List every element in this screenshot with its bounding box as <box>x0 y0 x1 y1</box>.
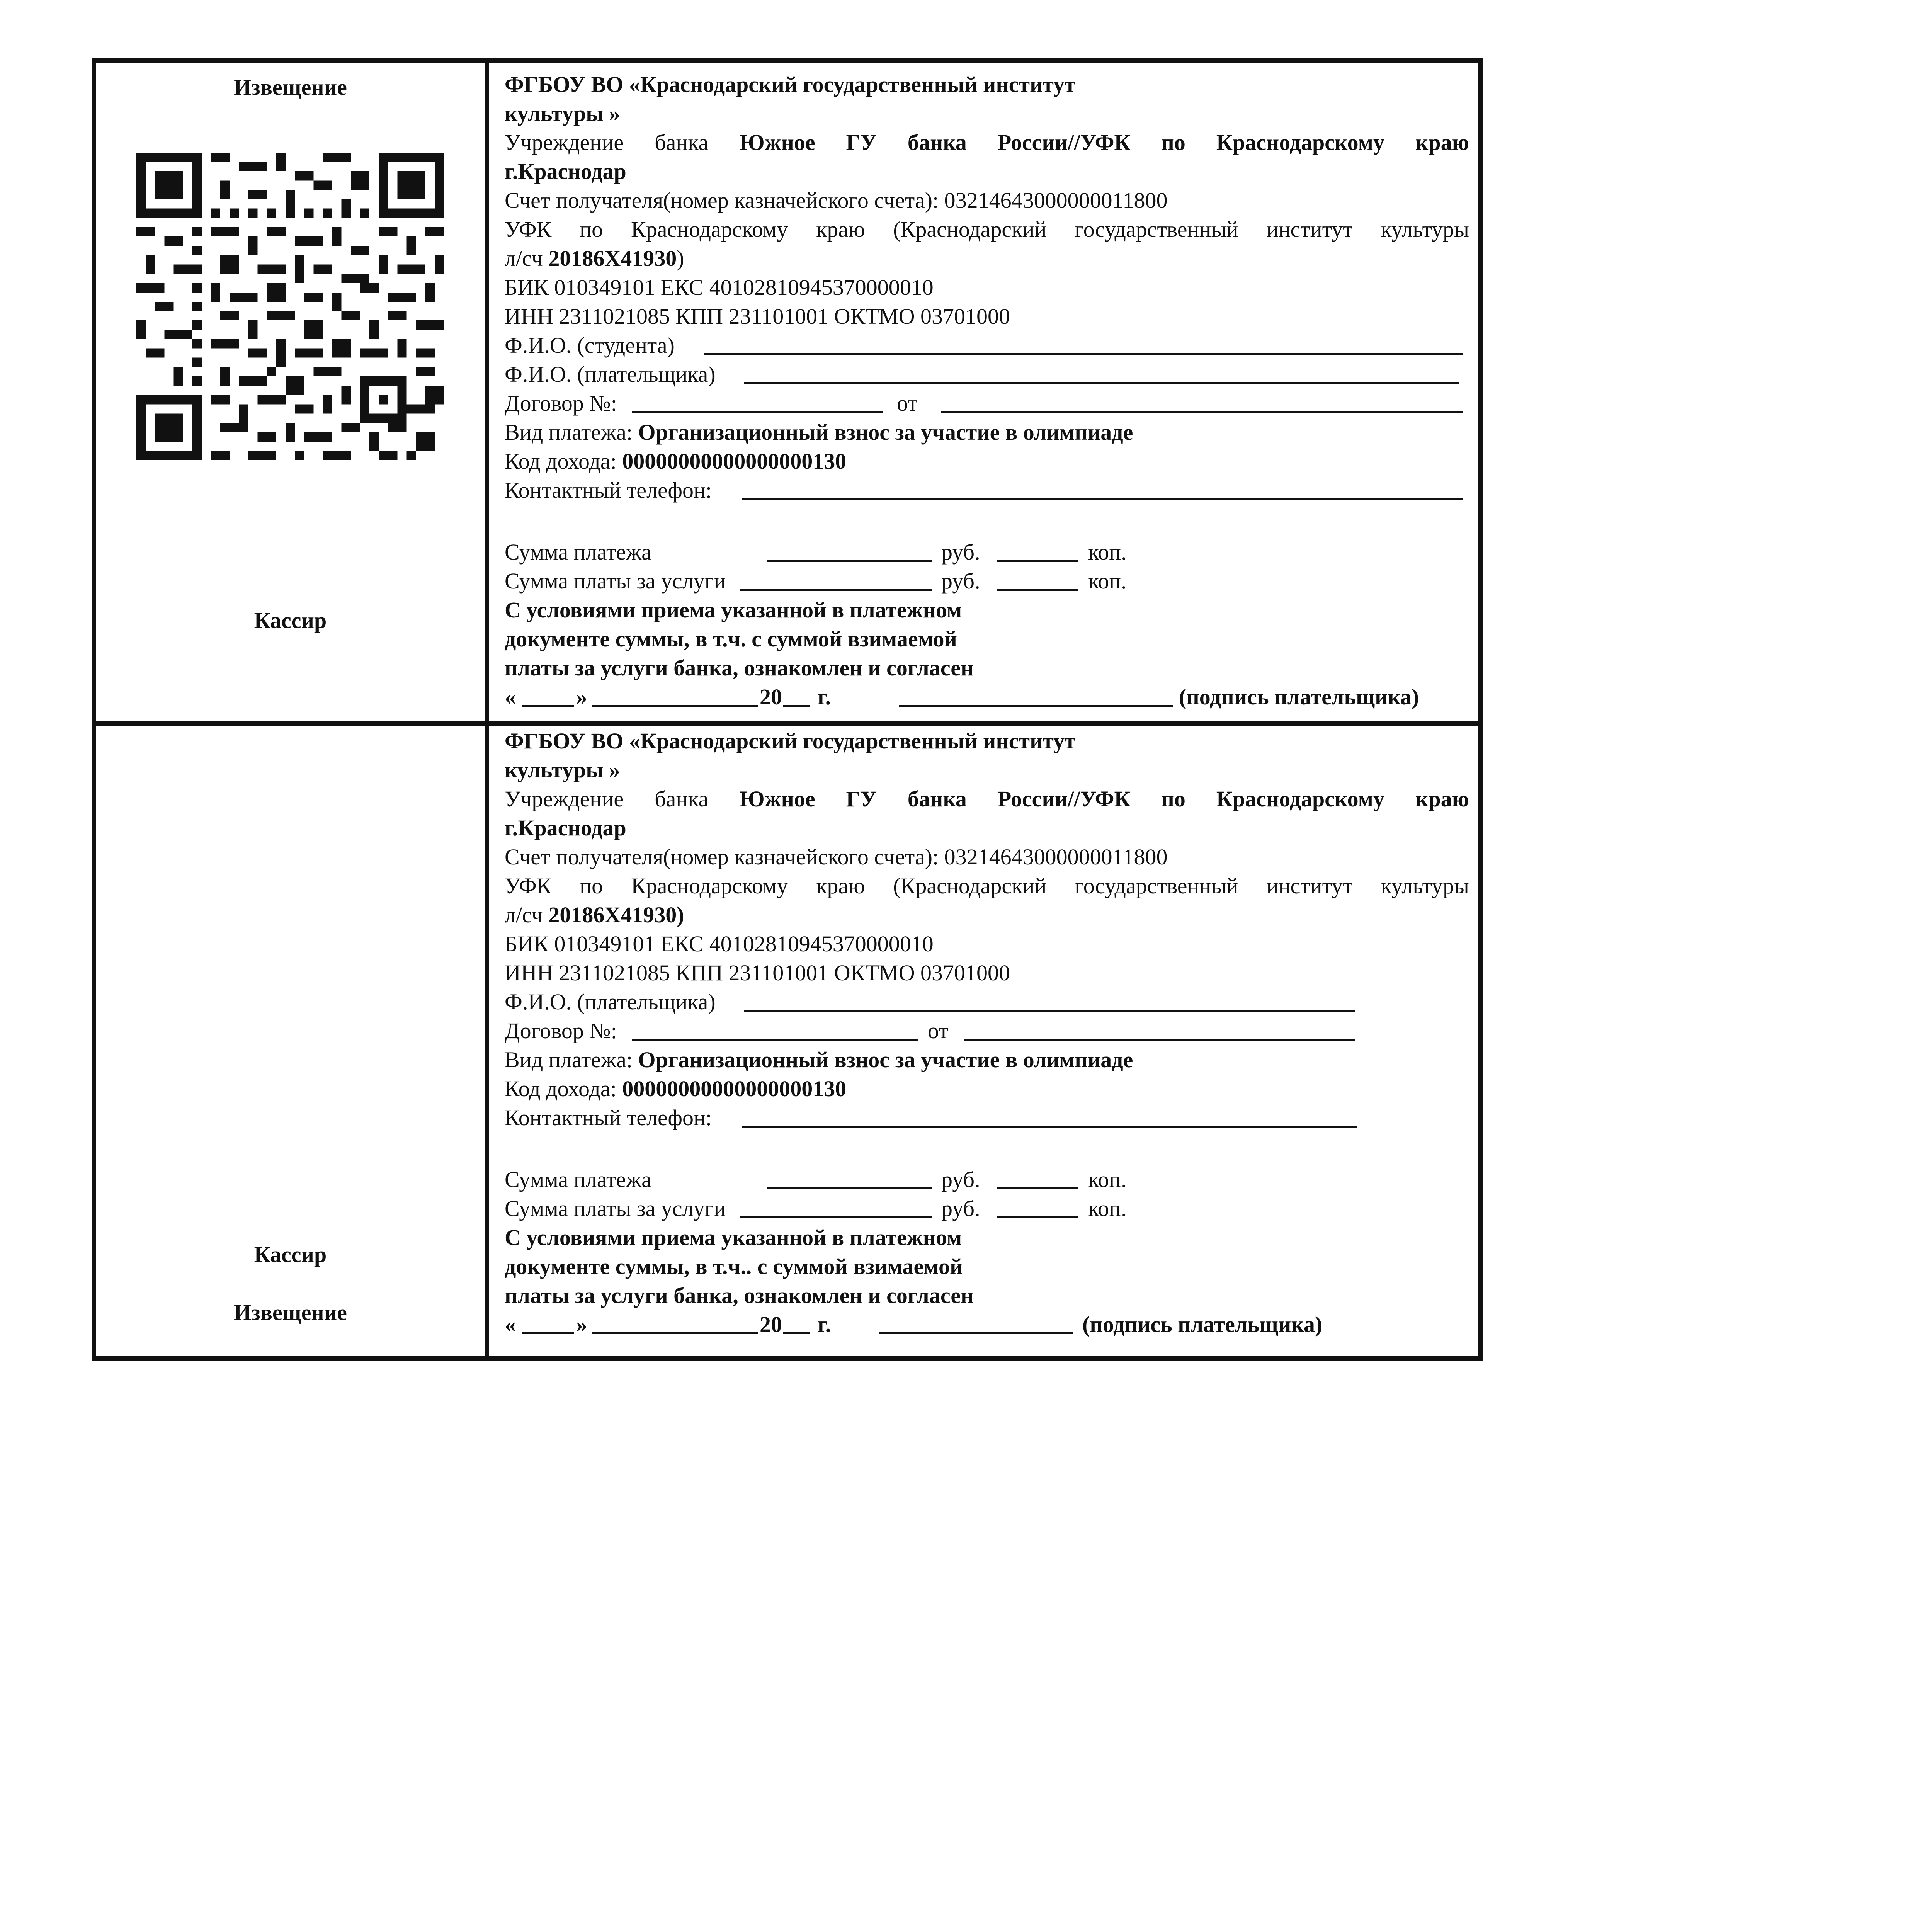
city-bottom: г.Краснодар <box>505 815 626 840</box>
service-kop-field[interactable] <box>997 589 1078 591</box>
contract-label-bottom: Договор №: <box>505 1018 617 1043</box>
sum-rub-field[interactable] <box>767 560 932 562</box>
contract-number-field[interactable] <box>632 411 883 413</box>
fio-payer-field-bottom[interactable] <box>744 1010 1355 1012</box>
notice-section <box>96 63 1478 726</box>
payment-type-value-bottom: Организационный взнос за участие в олимпиаде <box>638 1047 1133 1072</box>
terms-line-3: платы за услуги банка, ознакомлен и согласен <box>505 655 974 680</box>
service-kop-unit: коп. <box>1088 568 1127 594</box>
bank-name: Южное ГУ банка России//УФК по Краснодарскому краю <box>739 130 1469 155</box>
sum-rub-unit: руб. <box>941 539 980 565</box>
date-close-quote-bottom: » <box>576 1312 587 1337</box>
cashier-label-bottom: Кассир <box>254 1242 327 1267</box>
bank-line <box>505 129 1469 156</box>
service-rub-field-bottom[interactable] <box>740 1216 932 1218</box>
ufk-account-prefix: л/сч <box>505 246 543 271</box>
institution-line-1-bottom: ФГБОУ ВО «Краснодарский государственный институт <box>505 728 1076 753</box>
signature-caption: (подпись плательщика) <box>1179 684 1419 709</box>
income-code-line <box>505 448 846 475</box>
date-open-quote: « <box>505 684 516 709</box>
receipt-left-column <box>96 726 489 1357</box>
institution-line-2-bottom: культуры » <box>505 757 620 782</box>
contract-number-field-bottom[interactable] <box>632 1039 918 1041</box>
payment-type-label: Вид платежа: <box>505 420 633 445</box>
fio-payer-field[interactable] <box>744 382 1459 384</box>
city: г.Краснодар <box>505 159 626 184</box>
fio-student-label: Ф.И.О. (студента) <box>505 333 675 358</box>
signature-caption-bottom: (подпись плательщика) <box>1082 1312 1323 1337</box>
payment-type-label-bottom: Вид платежа: <box>505 1047 633 1072</box>
income-code-label-bottom: Код дохода: <box>505 1076 617 1101</box>
sum-kop-unit: коп. <box>1088 539 1127 565</box>
qr-code <box>136 153 444 460</box>
terms-line-3-bottom: платы за услуги банка, ознакомлен и согласен <box>505 1283 974 1308</box>
notice-heading: Извещение <box>234 75 347 100</box>
bank-name-bottom: Южное ГУ банка России//УФК по Краснодарскому краю <box>739 786 1469 811</box>
terms-line-2-bottom: документе суммы, в т.ч.. с суммой взимаемой <box>505 1254 963 1279</box>
service-rub-unit: руб. <box>941 568 980 594</box>
date-day-field[interactable] <box>522 705 574 707</box>
contract-date-field[interactable] <box>941 411 1463 413</box>
sum-kop-field-bottom[interactable] <box>997 1187 1078 1189</box>
service-sum-label-bottom: Сумма платы за услуги <box>505 1196 726 1221</box>
signature-field[interactable] <box>899 705 1173 707</box>
ufk-line-1-bottom: УФК по Краснодарскому краю (Краснодарский государственный институт культуры <box>505 873 1469 898</box>
date-open-quote-bottom: « <box>505 1312 516 1337</box>
bank-label: Учреждение банка <box>505 130 709 155</box>
bik-line-bottom: БИК 010349101 ЕКС 40102810945370000010 <box>505 931 934 956</box>
terms-line-1: С условиями приема указанной в платежном <box>505 597 962 622</box>
date-year-field[interactable] <box>783 705 810 707</box>
institution-line-1: ФГБОУ ВО «Краснодарский государственный институт <box>505 72 1076 97</box>
date-g-bottom: г. <box>818 1312 831 1337</box>
bank-label-bottom: Учреждение банка <box>505 786 709 811</box>
ufk-line-1: УФК по Краснодарскому краю (Краснодарский государственный институт культуры <box>505 217 1469 242</box>
fio-payer-label: Ф.И.О. (плательщика) <box>505 362 716 387</box>
date-month-field[interactable] <box>592 705 758 707</box>
account-line-bottom: Счет получателя(номер казначейского счета): 03214643000000011800 <box>505 844 1168 869</box>
date-month-field-bottom[interactable] <box>592 1332 758 1334</box>
income-code-line-bottom <box>505 1075 846 1102</box>
notice-label-bottom: Извещение <box>234 1300 347 1325</box>
sum-label: Сумма платежа <box>505 539 651 565</box>
fio-student-field[interactable] <box>704 353 1463 355</box>
service-kop-field-bottom[interactable] <box>997 1216 1078 1218</box>
date-close-quote: » <box>576 684 587 709</box>
service-rub-unit-bottom: руб. <box>941 1196 980 1221</box>
ufk-line-2 <box>505 245 684 272</box>
ufk-account-code-bottom: 20186X41930) <box>548 902 684 927</box>
sum-rub-unit-bottom: руб. <box>941 1167 980 1192</box>
income-code-value-bottom: 00000000000000000130 <box>622 1076 847 1101</box>
contract-label: Договор №: <box>505 391 617 416</box>
date-year-prefix-bottom: 20 <box>760 1312 782 1337</box>
income-code-label: Код дохода: <box>505 449 617 474</box>
income-code-value: 00000000000000000130 <box>622 449 847 474</box>
bik-line: БИК 010349101 ЕКС 40102810945370000010 <box>505 275 934 300</box>
payment-type-line-bottom <box>505 1046 1133 1073</box>
payment-receipt-form <box>92 58 1483 1361</box>
service-rub-field[interactable] <box>740 589 932 591</box>
signature-field-bottom[interactable] <box>879 1332 1073 1334</box>
phone-field-bottom[interactable] <box>742 1126 1357 1128</box>
date-year-field-bottom[interactable] <box>783 1332 810 1334</box>
date-day-field-bottom[interactable] <box>522 1332 574 1334</box>
payment-type-line <box>505 419 1133 446</box>
notice-left-column <box>96 63 489 721</box>
service-sum-label: Сумма платы за услуги <box>505 568 726 594</box>
inn-line: ИНН 2311021085 КПП 231101001 ОКТМО 03701000 <box>505 304 1010 329</box>
sum-label-bottom: Сумма платежа <box>505 1167 651 1192</box>
sum-kop-unit-bottom: коп. <box>1088 1167 1127 1192</box>
terms-line-1-bottom: С условиями приема указанной в платежном <box>505 1225 962 1250</box>
phone-field[interactable] <box>742 498 1463 500</box>
inn-line-bottom: ИНН 2311021085 КПП 231101001 ОКТМО 03701000 <box>505 960 1010 985</box>
phone-label: Контактный телефон: <box>505 478 712 503</box>
receipt-section <box>96 726 1478 1357</box>
sum-rub-field-bottom[interactable] <box>767 1187 932 1189</box>
ufk-account-code: 20186X41930 <box>548 246 677 271</box>
ufk-account-suffix: ) <box>677 246 684 271</box>
contract-from-label-bottom: от <box>928 1018 949 1043</box>
payment-type-value: Организационный взнос за участие в олимпиаде <box>638 420 1133 445</box>
institution-line-2: культуры » <box>505 101 620 126</box>
contract-date-field-bottom[interactable] <box>964 1039 1355 1041</box>
cashier-label: Кассир <box>254 608 327 633</box>
date-g: г. <box>818 684 831 709</box>
date-year-prefix: 20 <box>760 684 782 709</box>
terms-line-2: документе суммы, в т.ч. с суммой взимаемой <box>505 626 957 651</box>
receipt-right-column <box>489 726 1478 1357</box>
notice-right-column <box>489 63 1478 721</box>
phone-label-bottom: Контактный телефон: <box>505 1105 712 1130</box>
sum-kop-field[interactable] <box>997 560 1078 562</box>
ufk-account-prefix-bottom: л/сч <box>505 902 543 927</box>
ufk-line-2-bottom <box>505 901 684 929</box>
service-kop-unit-bottom: коп. <box>1088 1196 1127 1221</box>
fio-payer-label-bottom: Ф.И.О. (плательщика) <box>505 989 716 1014</box>
bank-line-bottom <box>505 786 1469 813</box>
contract-from-label: от <box>897 391 918 416</box>
account-line: Счет получателя(номер казначейского счета): 03214643000000011800 <box>505 188 1168 213</box>
